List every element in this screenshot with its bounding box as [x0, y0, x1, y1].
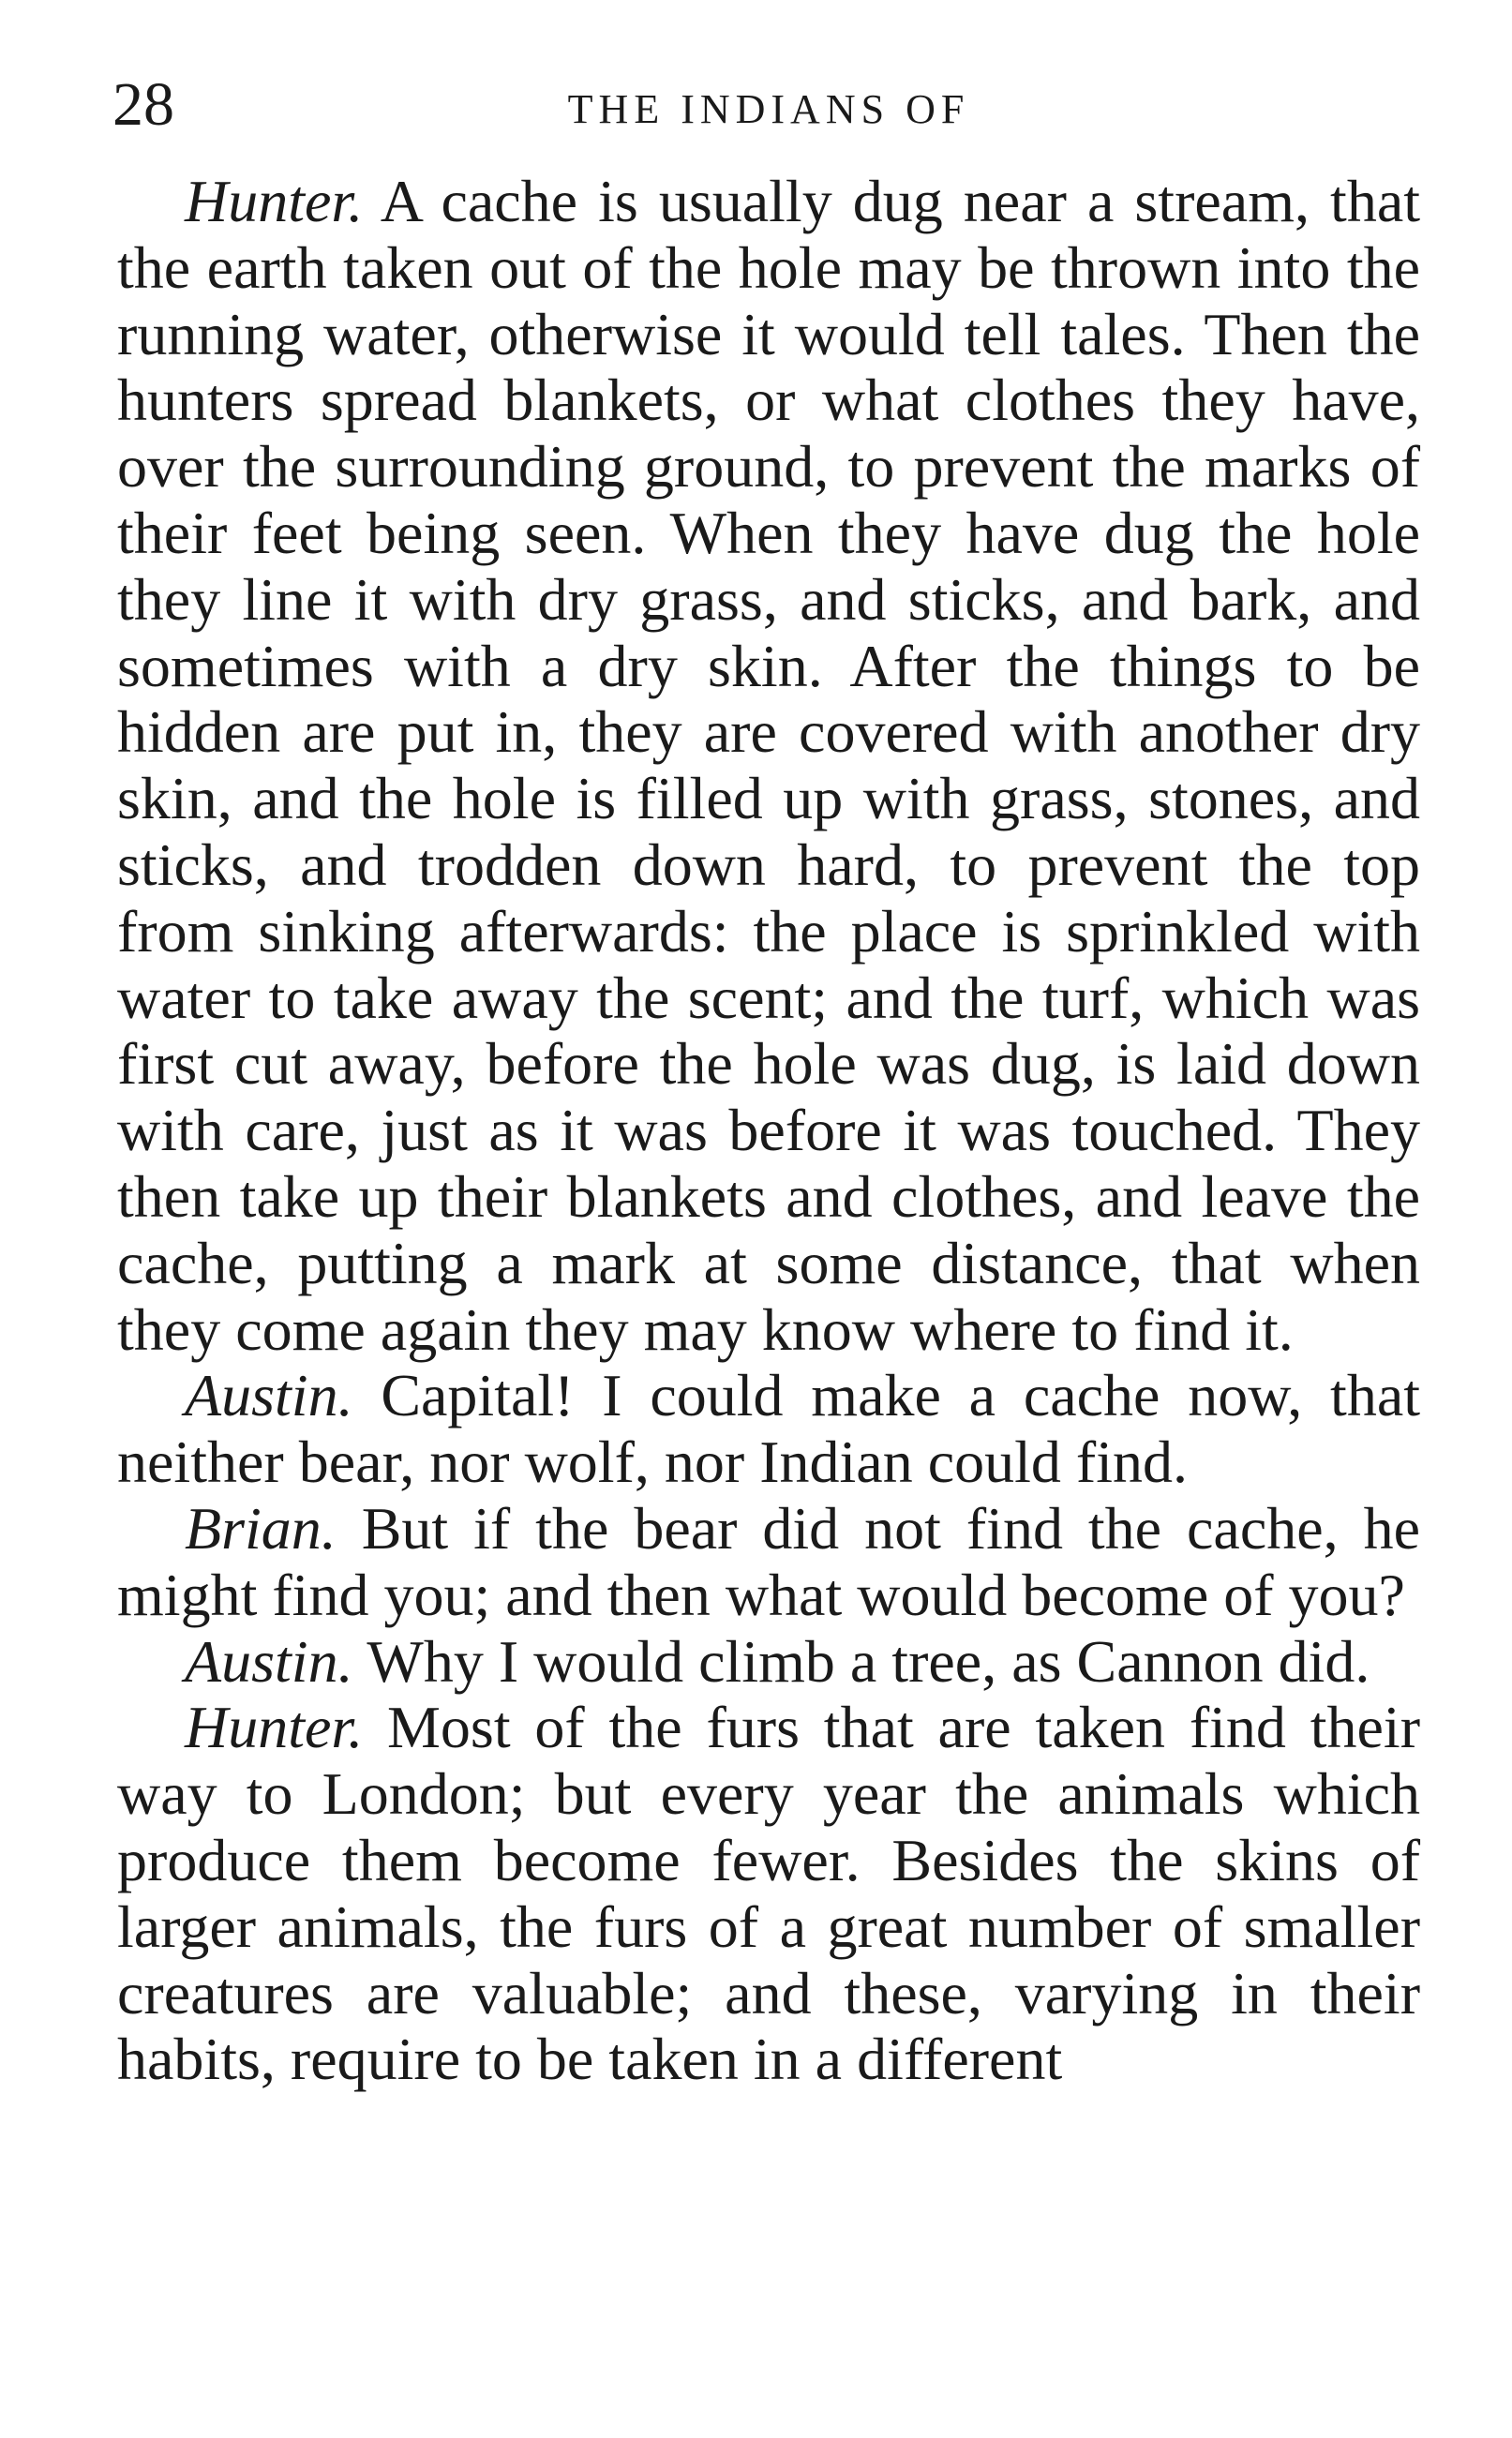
speaker-name: Hunter.	[185, 1694, 364, 1761]
paragraph-text: Capital! I could make a cache now, that neither bear, nor wolf, nor Indian could find.	[117, 1362, 1420, 1496]
running-head: THE INDIANS OF	[567, 86, 970, 132]
speaker-name: Brian.	[185, 1494, 337, 1562]
paragraph-text: A cache is usually dug near a stream, that the earth taken out of the hole may be thrown into the running water, otherwise it would tell tales. Then the hunters spread blankets, or what clothes they have, over the surrounding ground, to prevent the marks of their feet being seen. When they have dug the hole they line it with dry grass, and sticks, and bark, and sometimes with a dry skin. After the things to be hidden are put in, they are covered with another dry skin, and the hole is filled up with grass, stones, and sticks, and trodden down hard, to prevent the top from sinking afterwards: the place is sprinkled with water to take away the scent; and the turf, which was first cut away, before the hole was dug, is laid down with care, just as it was before it was touched. They then take up their blankets and clothes, and leave the cache, putting a mark at some distance, that when they come again they may know where to find it.	[117, 168, 1420, 1363]
speaker-name: Austin.	[185, 1362, 353, 1429]
paragraph-text: Why I would climb a tree, as Cannon did.	[352, 1627, 1370, 1695]
paragraph	[117, 1363, 1420, 1496]
paragraph	[117, 1496, 1420, 1629]
speaker-name: Hunter.	[185, 168, 364, 234]
paragraph	[117, 1695, 1420, 2093]
paragraph-text: Most of the furs that are taken find their way to London; but every year the animals which produce them become fewer. Besides the skins of larger animals, the furs of a great number of smaller creatures are valuable; and these, varying in their habits, require to be taken in a different	[117, 1694, 1420, 2093]
paragraph-text: But if the bear did not find the cache, he might find you; and then what would become of you?	[117, 1494, 1420, 1628]
body-text	[117, 169, 1420, 2093]
page-number: 28	[112, 70, 174, 139]
page-header	[112, 67, 1425, 142]
paragraph	[117, 169, 1420, 1363]
paragraph	[117, 1629, 1420, 1696]
speaker-name: Austin.	[185, 1627, 353, 1695]
